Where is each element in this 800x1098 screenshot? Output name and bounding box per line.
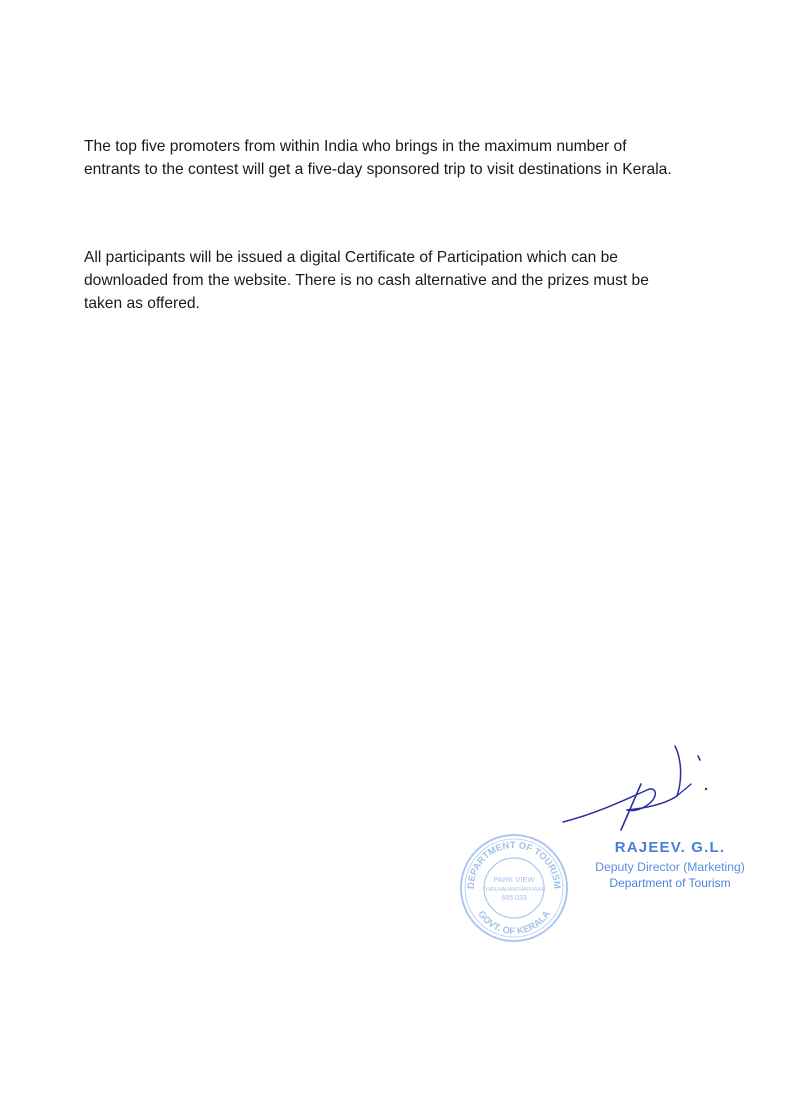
signatory-block bbox=[560, 838, 780, 891]
svg-text:695 033: 695 033 bbox=[501, 895, 527, 902]
signatory-name: RAJEEV. G.L. bbox=[614, 839, 726, 856]
paragraph-participation-certificate: All participants will be issued a digital Certificate of Participation which can be downloaded from the website. There is no cash alternative and the prizes must be taken as offered. bbox=[84, 249, 649, 312]
paragraph-promoter-prize: The top five promoters from within India who brings in the maximum number of entrants to the contest will get a five-day sponsored trip to visit destinations in Kerala. bbox=[84, 138, 672, 178]
svg-text:DEPARTMENT OF TOURISM: DEPARTMENT OF TOURISM bbox=[465, 839, 563, 890]
signatory-designation: Deputy Director (Marketing) bbox=[595, 860, 745, 874]
signatory-department: Department of Tourism bbox=[609, 876, 731, 890]
svg-text:THIRUVANANTHAPURAM: THIRUVANANTHAPURAM bbox=[482, 887, 546, 893]
handwritten-signature bbox=[555, 738, 725, 838]
svg-text:GOVT. OF KERALA: GOVT. OF KERALA bbox=[475, 908, 553, 938]
svg-text:PARK VIEW: PARK VIEW bbox=[493, 875, 535, 884]
department-seal-stamp bbox=[458, 832, 570, 944]
